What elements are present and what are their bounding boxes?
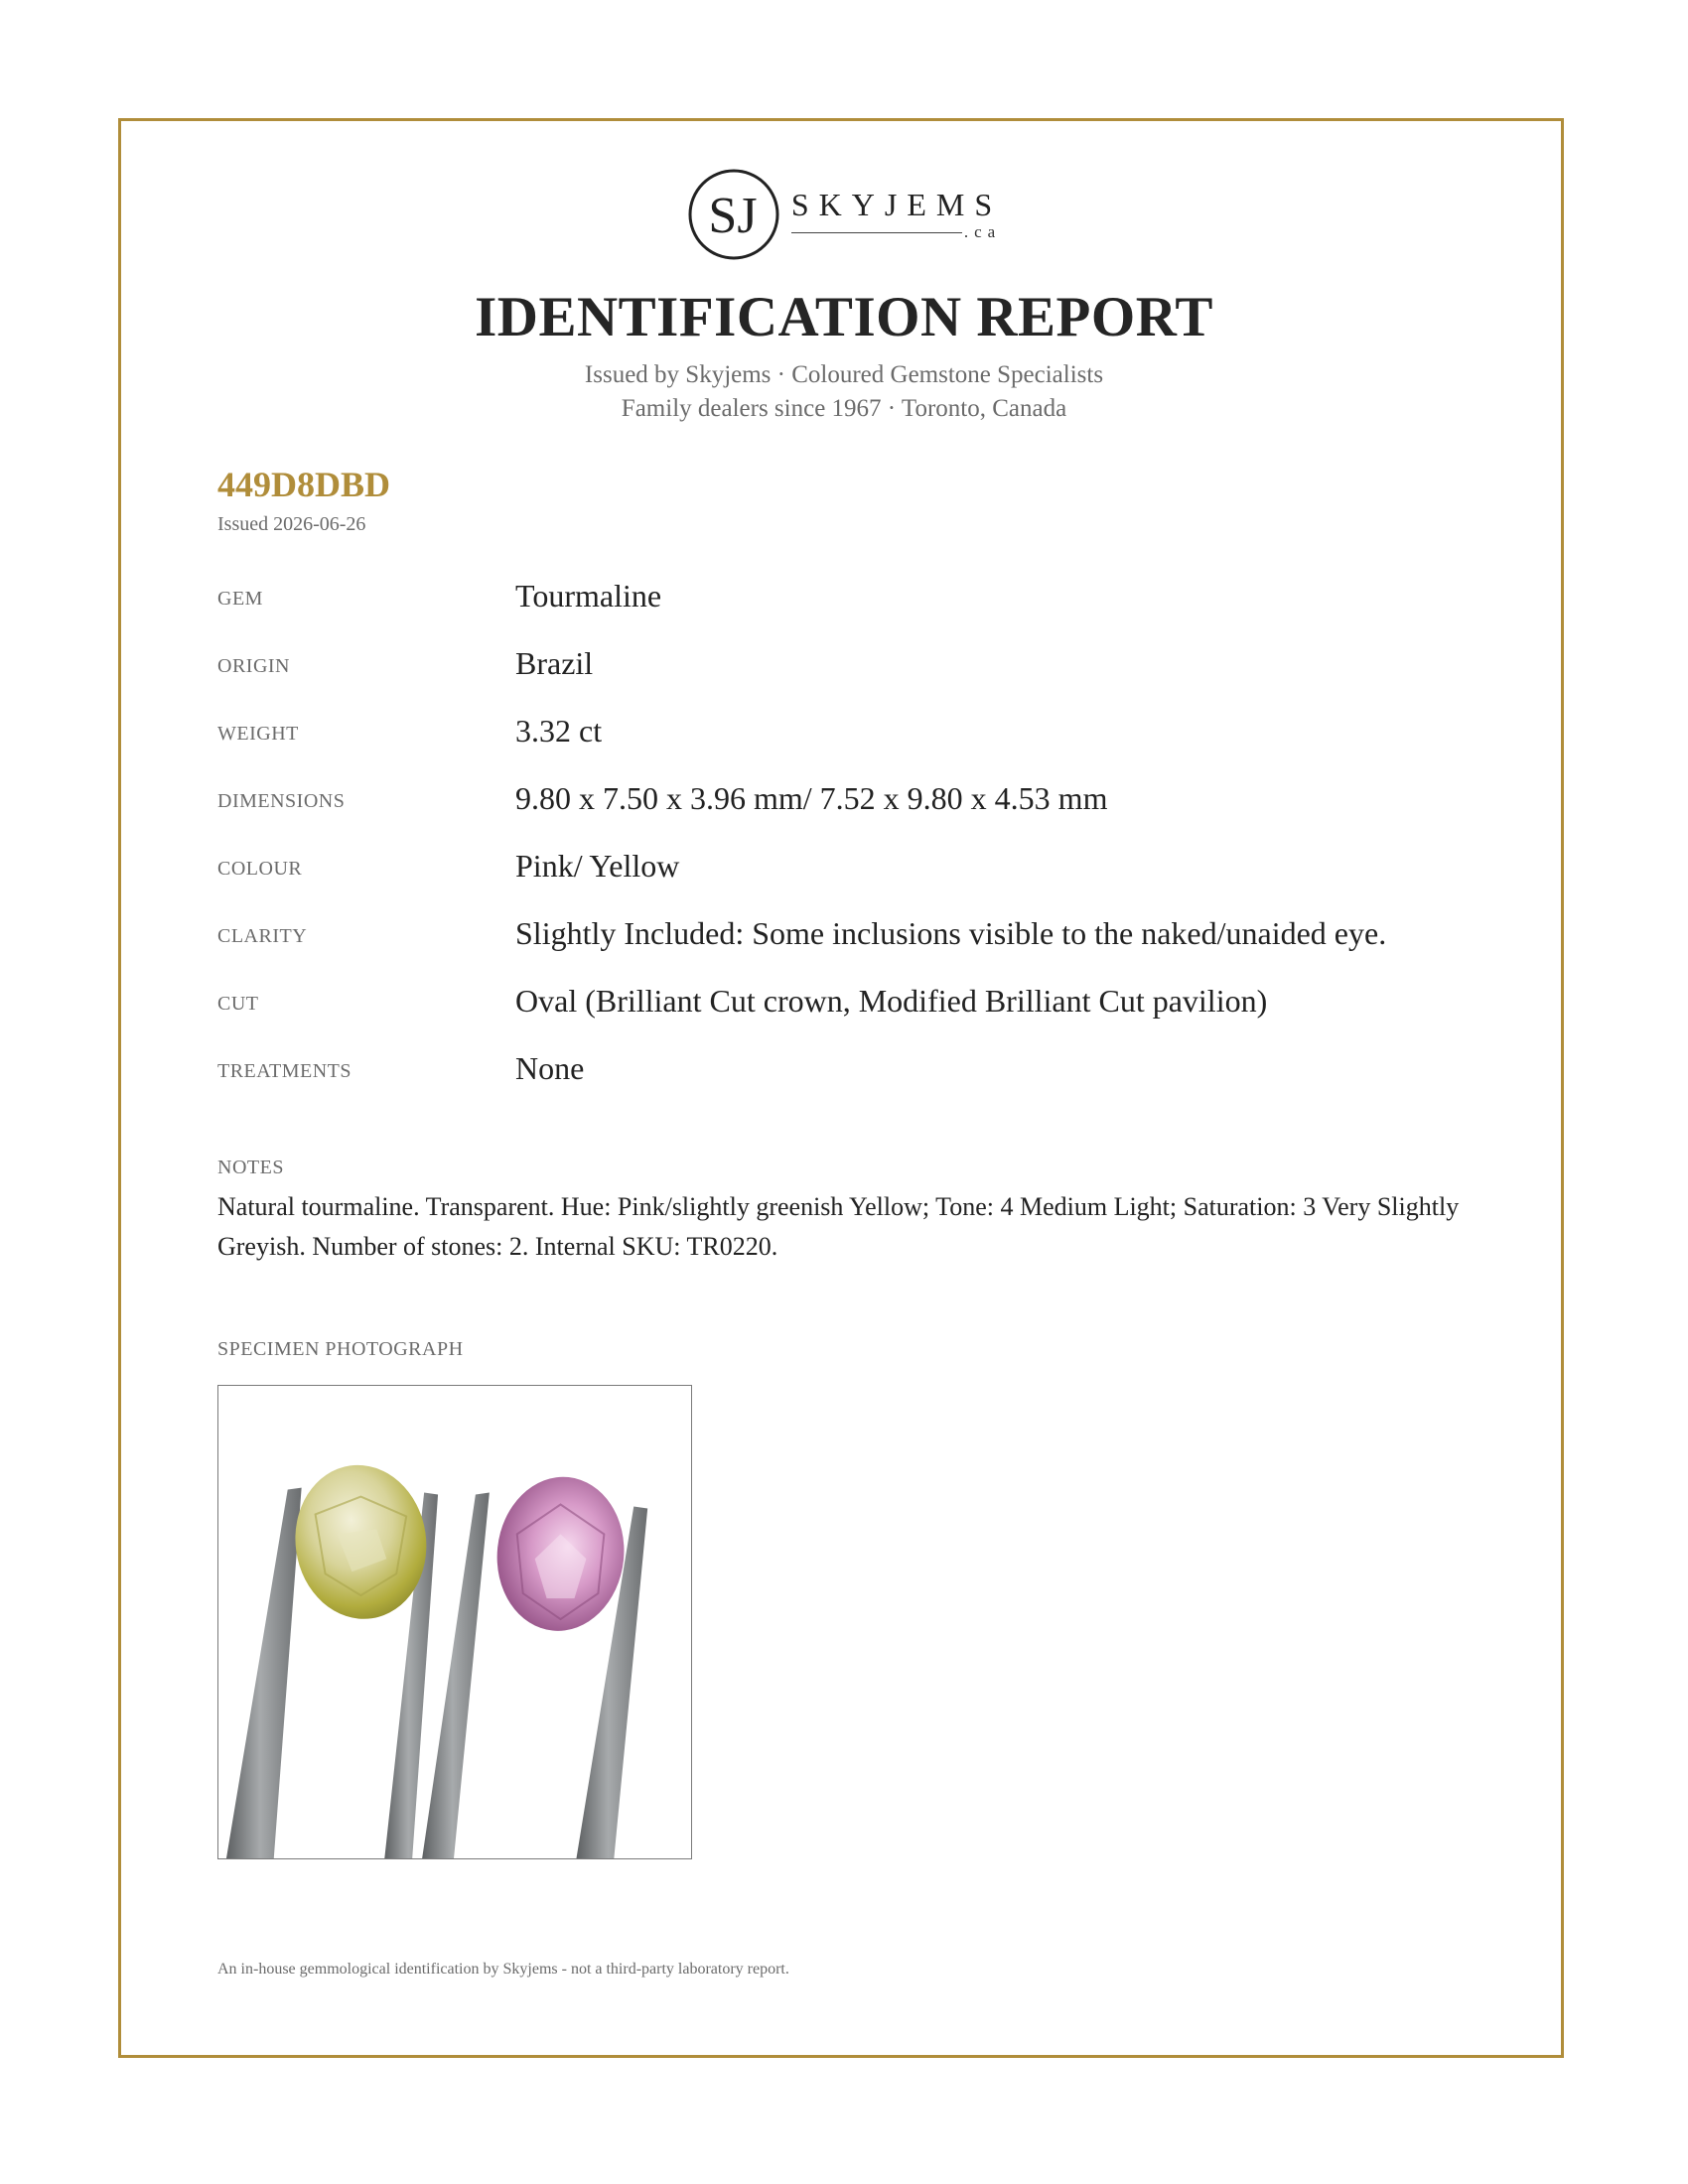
brand-domain: .ca [963,222,1002,241]
field-value: Slightly Included: Some inclusions visible to the naked/unaided eye. [515,915,1387,951]
field-value: 9.80 x 7.50 x 3.96 mm/ 7.52 x 9.80 x 4.53 mm [515,780,1108,816]
skyjems-logo-mark [686,167,781,262]
field-colour [217,844,1508,884]
photo-label: SPECIMEN PHOTOGRAPH [217,1338,464,1360]
logo [0,167,1688,262]
field-weight [217,709,1508,749]
dealer-line: Family dealers since 1967 · Toronto, Canada [621,395,1067,422]
specimen-photograph [217,1385,692,1859]
issuer-line: Issued by Skyjems · Coloured Gemstone Specialists [584,361,1104,388]
specimen-image [218,1386,691,1858]
field-label: CLARITY [217,925,308,947]
brand-underline [791,232,962,233]
report-title: IDENTIFICATION REPORT [475,286,1213,348]
field-origin [217,641,1508,681]
field-clarity [217,911,1508,951]
field-value: 3.32 ct [515,713,603,749]
field-value: Oval (Brilliant Cut crown, Modified Brilliant Cut pavilion) [515,983,1268,1019]
field-label: ORIGIN [217,655,290,677]
field-label: COLOUR [217,858,303,880]
field-dimensions [217,776,1508,816]
logo-monogram: SJ [708,188,758,244]
field-label: TREATMENTS [217,1060,352,1082]
notes-text: Natural tourmaline. Transparent. Hue: Pink/slightly greenish Yellow; Tone: 4 Medium Light; Saturation: 3 Very Slightly Greyish. Number of stones: 2. Internal SKU: TR0220. [217,1192,1460,1261]
field-value: Brazil [515,645,594,681]
report-id: 449D8DBD [217,465,391,504]
field-value: None [515,1050,585,1086]
issue-date: Issued 2026-06-26 [217,513,366,535]
field-treatments [217,1046,1508,1086]
field-label: DIMENSIONS [217,790,346,812]
field-label: GEM [217,588,263,610]
notes-label: NOTES [217,1157,284,1178]
field-gem [217,574,1508,614]
field-value: Pink/ Yellow [515,848,680,884]
brand-name: SKYJEMS [790,187,1003,222]
field-label: WEIGHT [217,723,299,745]
disclaimer: An in-house gemmological identification by Skyjems - not a third-party laboratory report. [217,1961,789,1978]
field-cut [217,979,1508,1019]
field-value: Tourmaline [515,578,662,614]
field-label: CUT [217,993,259,1015]
